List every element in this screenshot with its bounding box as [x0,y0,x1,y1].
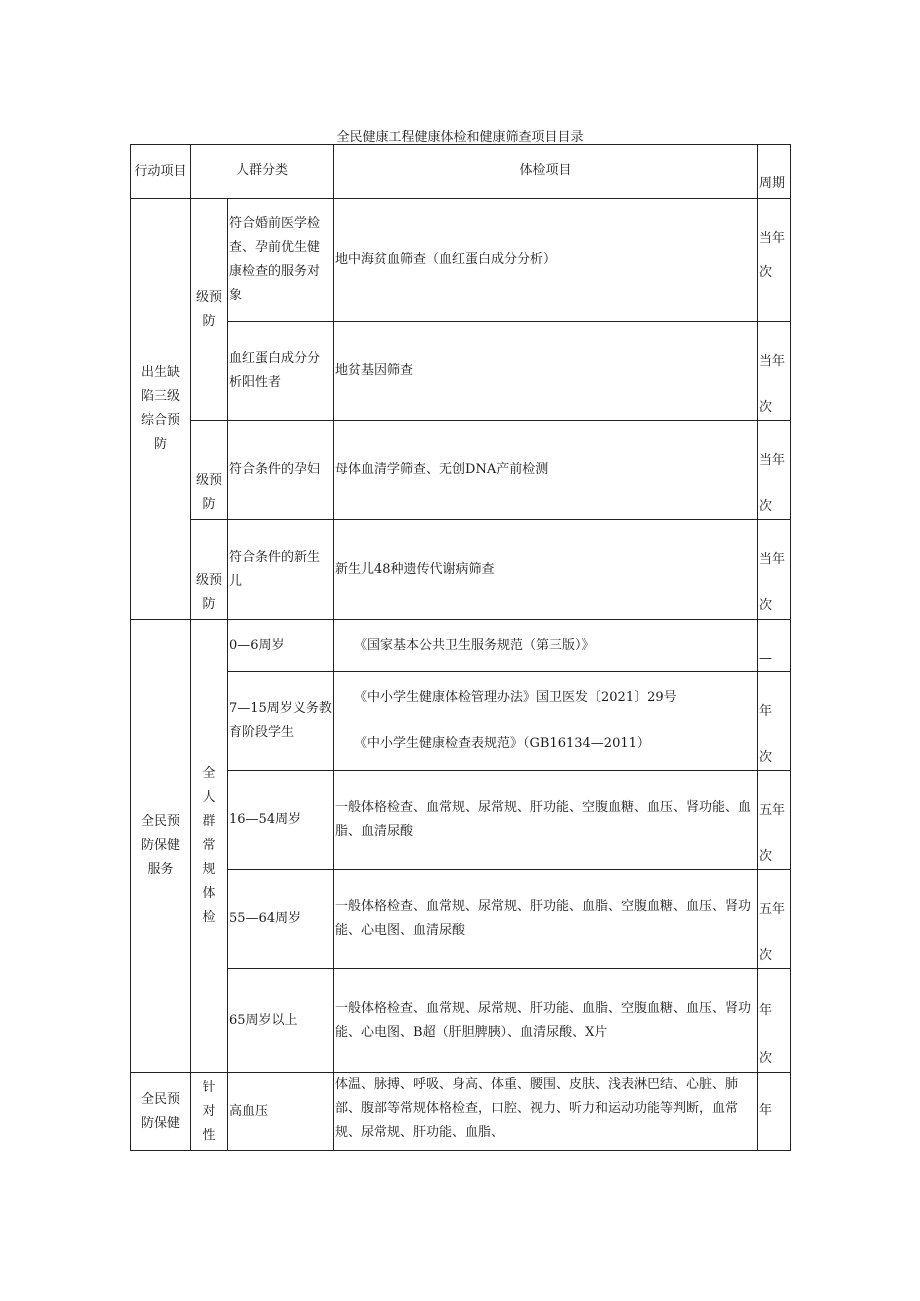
group-cell: 符合婚前医学检查、孕前优生健康检查的服务对象 [228,199,334,322]
items-cell [334,870,758,969]
period-cell [758,969,791,1073]
item-line: 一般体格检查、血常规、尿常规、肝功能、血脂、空腹血糖、血压、肾功能、心电图、B超（肝胆脾胰）、血清尿酸、X片 [335,1000,752,1040]
table-row [131,199,791,322]
item-line: 一般体格检查、血常规、尿常规、肝功能、空腹血糖、血压、肾功能、血脂、血清尿酸 [335,800,752,839]
header-items: 体检项目 [334,145,758,199]
items-cell [334,771,758,870]
period-bottom: — [759,651,773,666]
period-cell [758,520,791,620]
document-title: 全民健康工程健康体检和健康筛查项目目录 [336,130,584,145]
header-period: 周期 [758,145,791,199]
group-cell: 55—64周岁 [228,870,334,969]
period-bottom: 次 [759,1051,773,1066]
item-line: 《中小学生健康检查表规范》（GB16134—2011） [354,736,650,751]
items-cell [334,620,758,672]
group-cell: 血红蛋白成分分析阳性者 [228,322,334,421]
items-cell: 地贫基因筛查 [334,322,758,421]
group-cell: 16—54周岁 [228,771,334,870]
period-cell [758,771,791,870]
table-row [131,421,791,520]
section2-action: 全民预防保健服务 [131,620,191,1073]
period-bottom: 次 [759,849,773,864]
period-bottom: 次 [759,948,773,963]
group-cell: 高血压 [228,1073,334,1151]
period-bottom: 次 [759,265,773,280]
group-cell: 7—15周岁义务教育阶段学生 [228,672,334,771]
item-line: 一般体格检查、血常规、尿常规、肝功能、血脂、空腹血糖、血压、肾功能、心电图、血清尿酸 [335,899,752,938]
header-group: 人群分类 [191,145,334,199]
table-row [131,322,791,421]
items-cell: 新生儿48种遗传代谢病筛查 [334,520,758,620]
screening-table [130,144,791,1151]
group-cell: 符合条件的孕妇 [228,421,334,520]
period-top: 五年 [759,902,786,917]
group-cell: 符合条件的新生儿 [228,520,334,620]
period-top: 年 [759,1103,773,1118]
group-cell: 65周岁以上 [228,969,334,1073]
period-bottom: 次 [759,400,773,415]
items-cell: 地中海贫血筛查（血红蛋白成分分析） [334,199,758,322]
table-row [131,870,791,969]
period-cell [758,870,791,969]
table-row [131,672,791,771]
table-row [131,1073,791,1151]
period-cell [758,199,791,322]
items-cell [334,672,758,771]
period-cell [758,322,791,421]
items-cell [334,969,758,1073]
period-bottom: 次 [759,750,773,765]
item-line: 《国家基本公共卫生服务规范（第三版）》 [354,637,595,653]
section1-level-third: 级预防 [191,520,228,620]
table-row [131,771,791,870]
section3-action: 全民预防保健 [131,1073,191,1151]
period-cell [758,620,791,672]
section1-action: 出生缺陷三级综合预防 [131,199,191,620]
table-row [131,520,791,620]
table-row [131,969,791,1073]
period-cell [758,672,791,771]
period-top: 当年 [759,552,786,567]
period-top: 当年 [759,453,786,468]
period-top: 年 [759,1003,773,1018]
section1-level-first: 级预防 [191,199,228,421]
section2-sub-label: 全人群常规体检 [191,620,228,1073]
item-line: 《中小学生健康体检管理办法》国卫医发〔2021〕29号 [354,690,677,705]
items-cell: 体温、脉搏、呼吸、身高、体重、腰围、皮肤、浅表淋巴结、心脏、肺部、腹部等常规体格检查，口腔、视力、听力和运动功能等判断，血常规、尿常规、肝功能、血脂、 [334,1073,758,1151]
period-top: 五年 [759,803,786,818]
table-header-row [131,145,791,199]
period-bottom: 次 [759,499,773,514]
period-cell [758,1073,791,1151]
period-top: 当年 [759,354,786,369]
items-cell: 母体血清学筛查、无创DNA产前检测 [334,421,758,520]
period-top: 年 [759,704,773,719]
table-row [131,620,791,672]
period-bottom: 次 [759,598,773,613]
section1-level-second: 级预防 [191,421,228,520]
header-action: 行动项目 [131,145,191,199]
group-cell: 0—6周岁 [228,620,334,672]
period-top: 当年 [759,231,786,246]
period-cell [758,421,791,520]
section3-sub-label: 针对性 [191,1073,228,1151]
